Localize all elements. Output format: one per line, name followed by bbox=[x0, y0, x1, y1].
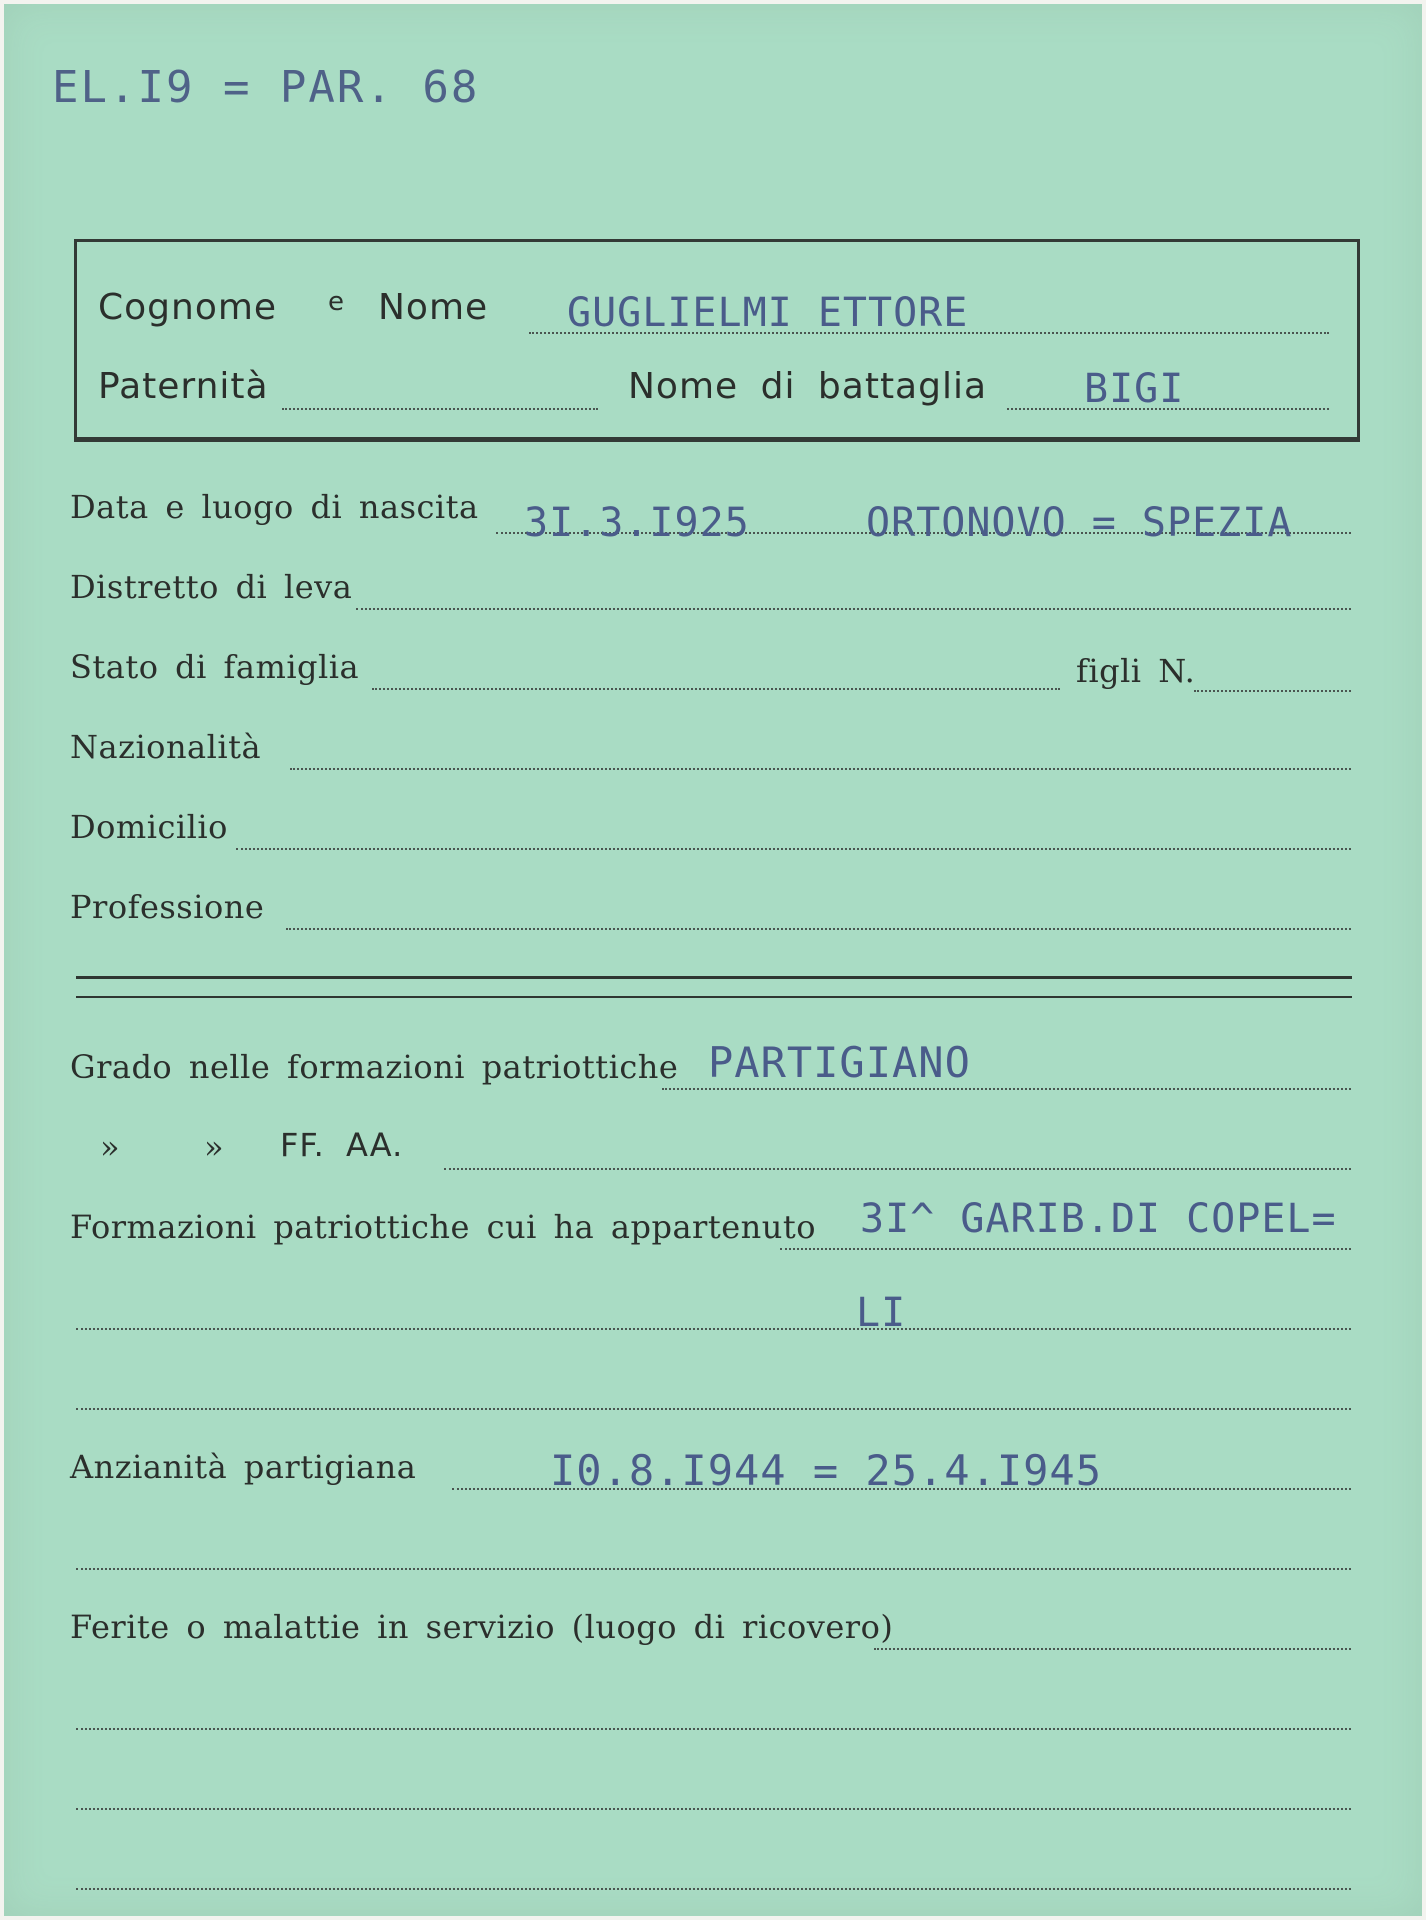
family-status-label: Stato di famiglia bbox=[70, 648, 360, 686]
wounds-dotted-line-2 bbox=[76, 1728, 1351, 1730]
record-card bbox=[4, 4, 1422, 1916]
children-dotted-line bbox=[1194, 690, 1351, 692]
wounds-dotted-line bbox=[874, 1648, 1351, 1650]
nationality-label: Nazionalità bbox=[70, 728, 262, 766]
rank-label: Grado nelle formazioni patriottiche bbox=[70, 1048, 679, 1086]
separator-rule-top bbox=[76, 976, 1352, 979]
ffaa-dotted-line bbox=[444, 1168, 1351, 1170]
wounds-dotted-line-4 bbox=[76, 1888, 1351, 1890]
seniority-dotted-line-2 bbox=[76, 1568, 1351, 1570]
profession-dotted-line bbox=[286, 928, 1351, 930]
paternity-label: Paternità bbox=[98, 366, 269, 407]
ffaa-quote-2: » bbox=[204, 1128, 225, 1166]
ffaa-quote-1: » bbox=[100, 1128, 121, 1166]
seniority-value: I0.8.I944 = 25.4.I945 bbox=[550, 1446, 1103, 1495]
domicile-dotted-line bbox=[236, 848, 1351, 850]
children-label: figli N. bbox=[1076, 652, 1196, 690]
birth-label: Data e luogo di nascita bbox=[70, 488, 479, 526]
birth-date-value: 3I.3.I925 bbox=[524, 500, 750, 546]
formations-dotted-line-1 bbox=[780, 1248, 1351, 1250]
name-label: Nome bbox=[378, 287, 489, 328]
seniority-label: Anzianità partigiana bbox=[70, 1448, 417, 1486]
family-status-dotted-line bbox=[372, 688, 1060, 690]
domicile-label: Domicilio bbox=[70, 808, 228, 846]
battle-name-value: BIGI bbox=[1084, 366, 1185, 412]
district-label: Distretto di leva bbox=[70, 568, 353, 606]
formations-dotted-line-2 bbox=[76, 1328, 1351, 1330]
name-value: GUGLIELMI ETTORE bbox=[567, 290, 969, 336]
rank-dotted-line bbox=[662, 1088, 1351, 1090]
paternity-dotted-line bbox=[282, 408, 598, 410]
wounds-dotted-line-3 bbox=[76, 1808, 1351, 1810]
birth-place-value: ORTONOVO = SPEZIA bbox=[866, 500, 1293, 546]
rank-value: PARTIGIANO bbox=[708, 1038, 971, 1087]
profession-label: Professione bbox=[70, 888, 265, 926]
ffaa-label: FF. AA. bbox=[280, 1126, 404, 1164]
formations-value-line1: 3I^ GARIB.DI COPEL= bbox=[860, 1196, 1337, 1242]
district-dotted-line bbox=[356, 608, 1351, 610]
formations-dotted-line-3 bbox=[76, 1408, 1351, 1410]
formations-label: Formazioni patriottiche cui ha appartenuto bbox=[70, 1208, 816, 1246]
wounds-label: Ferite o malattie in servizio (luogo di ricovero) bbox=[70, 1608, 894, 1646]
battle-name-label: Nome di battaglia bbox=[628, 366, 988, 407]
surname-label: Cognome bbox=[98, 287, 278, 328]
nationality-dotted-line bbox=[290, 768, 1351, 770]
formations-value-line2: LI bbox=[856, 1290, 907, 1336]
reference-number: EL.I9 = PAR. 68 bbox=[52, 62, 480, 113]
surname-separator: e bbox=[328, 287, 345, 317]
separator-rule-bottom bbox=[76, 996, 1352, 998]
